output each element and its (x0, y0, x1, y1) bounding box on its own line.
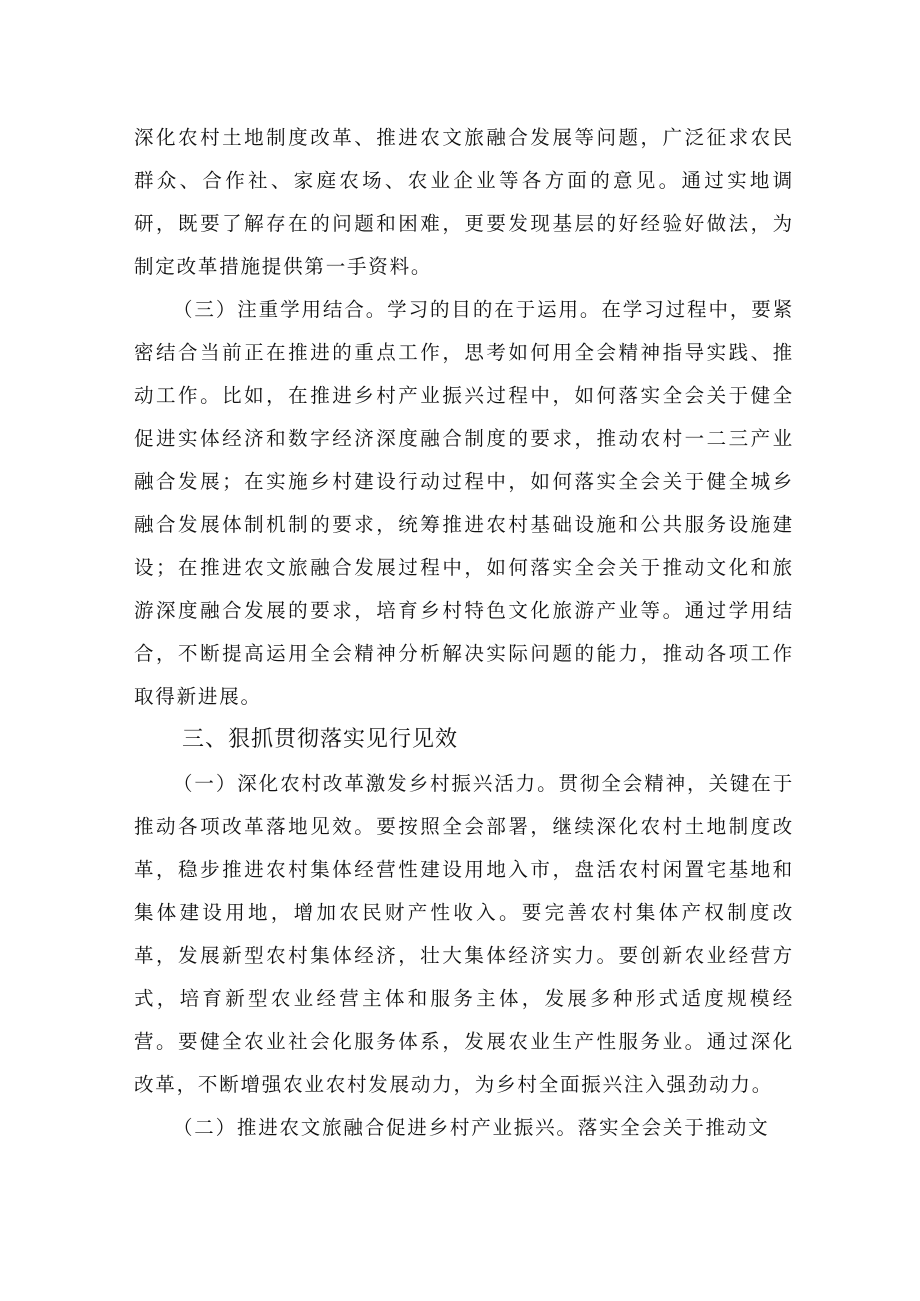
section-heading: 三、狠抓贯彻落实见行见效 (182, 727, 459, 752)
paragraph-study-application: （三）注重学用结合。学习的目的在于运用。在学习过程中，要紧密结合当前正在推进的重点工作，思考如何用全会精神指导实践、推动工作。比如，在推进乡村产业振兴过程中，如何落实全会关于健全促进实体经济和数字经济深度融合制度的要求，推动农村一二三产业融合发展；在实施乡村建设行动过程中，如何落实全会关于健全城乡融合发展体制机制的要求，统筹推进农村基础设施和公共服务设施建设；在推进农文旅融合发展过程中，如何落实全会关于推动文化和旅游深度融合发展的要求，培育乡村特色文化旅游产业等。通过学用结合，不断提高运用全会精神分析解决实际问题的能力，推动各项工作取得新进展。 (134, 298, 794, 708)
paragraph-agri-culture-tourism: （二）推进农文旅融合促进乡村产业振兴。落实全会关于推动文 (173, 1116, 770, 1139)
paragraph-continued: 深化农村土地制度改革、推进农文旅融合发展等问题，广泛征求农民群众、合作社、家庭农场、农业企业等各方面的意见。通过实地调研，既要了解存在的问题和困难，更要发现基层的好经验好做法，为制定改革措施提供第一手资料。 (134, 126, 794, 278)
document-page (134, 116, 794, 1149)
paragraph-rural-reform: （一）深化农村改革激发乡村振兴活力。贯彻全会精神，关键在于推动各项改革落地见效。要按照全会部署，继续深化农村土地制度改革，稳步推进农村集体经营性建设用地入市，盘活农村闲置宅基地和集体建设用地，增加农民财产性收入。要完善农村集体产权制度改革，发展新型农村集体经济，壮大集体经济实力。要创新农业经营方式，培育新型农业经营主体和服务主体，发展多种形式适度规模经营。要健全农业社会化服务体系，发展农业生产性服务业。通过深化改革，不断增强农业农村发展动力，为乡村全面振兴注入强劲动力。 (134, 772, 794, 1096)
